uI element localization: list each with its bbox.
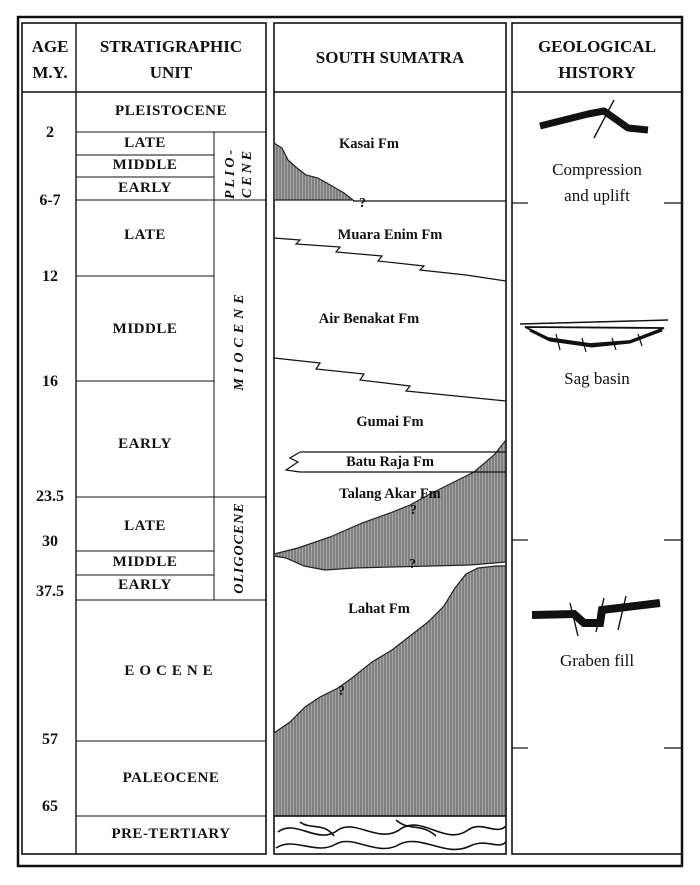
age-65: 65 <box>42 798 58 815</box>
unit-oligocene-late: LATE <box>124 518 166 534</box>
age-37-5: 37.5 <box>36 583 64 600</box>
unit-pliocene-early: EARLY <box>118 180 172 196</box>
age-23-5: 23.5 <box>36 488 64 505</box>
unit-pliocene-middle: MIDDLE <box>112 157 178 173</box>
formation-kasai: Kasai Fm <box>338 136 399 152</box>
unit-pliocene-vertical <box>222 130 256 216</box>
unit-paleocene: PALEOCENE <box>122 770 220 786</box>
age-30: 30 <box>42 533 58 550</box>
unit-miocene-middle: MIDDLE <box>112 321 178 337</box>
history-compression-line2: and uplift <box>564 186 630 205</box>
pliocene-vertical-line2: CENE <box>240 147 255 199</box>
uncertain-mark-talang-akar: ? <box>410 503 417 518</box>
unit-oligocene-vertical: OLIGOCENE <box>232 502 247 594</box>
unit-oligocene-early: EARLY <box>118 577 172 593</box>
age-6-7: 6-7 <box>39 192 61 209</box>
air-benakat-contact <box>274 358 506 401</box>
formation-lahat: Lahat Fm <box>348 601 410 617</box>
formation-gumai: Gumai Fm <box>356 414 424 430</box>
age-header-line1: AGE <box>31 37 69 56</box>
age-57: 57 <box>42 731 58 748</box>
formation-batu-raja: Batu Raja Fm <box>346 454 434 470</box>
unit-oligocene-middle: MIDDLE <box>112 554 178 570</box>
pliocene-vertical-line1: PLIO- <box>223 146 238 200</box>
unit-pliocene-late: LATE <box>124 135 166 151</box>
unit-header <box>76 34 266 86</box>
age-2: 2 <box>46 124 54 141</box>
history-graben-fill: Graben fill <box>559 651 635 670</box>
formation-muara-enim: Muara Enim Fm <box>337 227 443 243</box>
unit-pre-tertiary: PRE-TERTIARY <box>111 826 231 842</box>
uncertain-mark-kasai: ? <box>359 196 366 211</box>
history-compression-line1: Compression <box>552 160 642 179</box>
region-header: SOUTH SUMATRA <box>315 48 465 67</box>
history-header-line1: GEOLOGICAL <box>537 37 657 56</box>
unit-header-line1: STRATIGRAPHIC <box>99 37 243 56</box>
unit-pleistocene: PLEISTOCENE <box>115 103 227 119</box>
pre-tertiary-pattern <box>276 820 506 849</box>
unit-miocene-early: EARLY <box>118 436 172 452</box>
formation-air-benakat: Air Benakat Fm <box>318 311 420 327</box>
unit-miocene-vertical: MIOCENE <box>232 289 247 391</box>
history-column-box <box>512 23 682 854</box>
uncertain-mark-lahat: ? <box>338 684 345 699</box>
age-header <box>24 34 76 86</box>
history-header-line2: HISTORY <box>558 63 636 82</box>
graben-fill-symbol <box>532 596 660 636</box>
unit-header-line2: UNIT <box>149 63 193 82</box>
uncertain-mark-lahat-top: ? <box>409 557 416 572</box>
unit-miocene-late: LATE <box>124 227 166 243</box>
age-header-line2: M.Y. <box>32 63 68 82</box>
unit-eocene: EOCENE <box>124 663 218 679</box>
sag-basin-symbol <box>520 320 668 352</box>
history-compression <box>512 157 682 209</box>
formation-talang-akar: Talang Akar Fm <box>339 486 441 502</box>
muara-enim-contact <box>274 238 506 281</box>
history-sag-basin: Sag basin <box>564 369 630 388</box>
age-16: 16 <box>42 373 58 390</box>
compression-fold-symbol <box>540 100 648 138</box>
history-header <box>512 34 682 86</box>
age-12: 12 <box>42 268 58 285</box>
